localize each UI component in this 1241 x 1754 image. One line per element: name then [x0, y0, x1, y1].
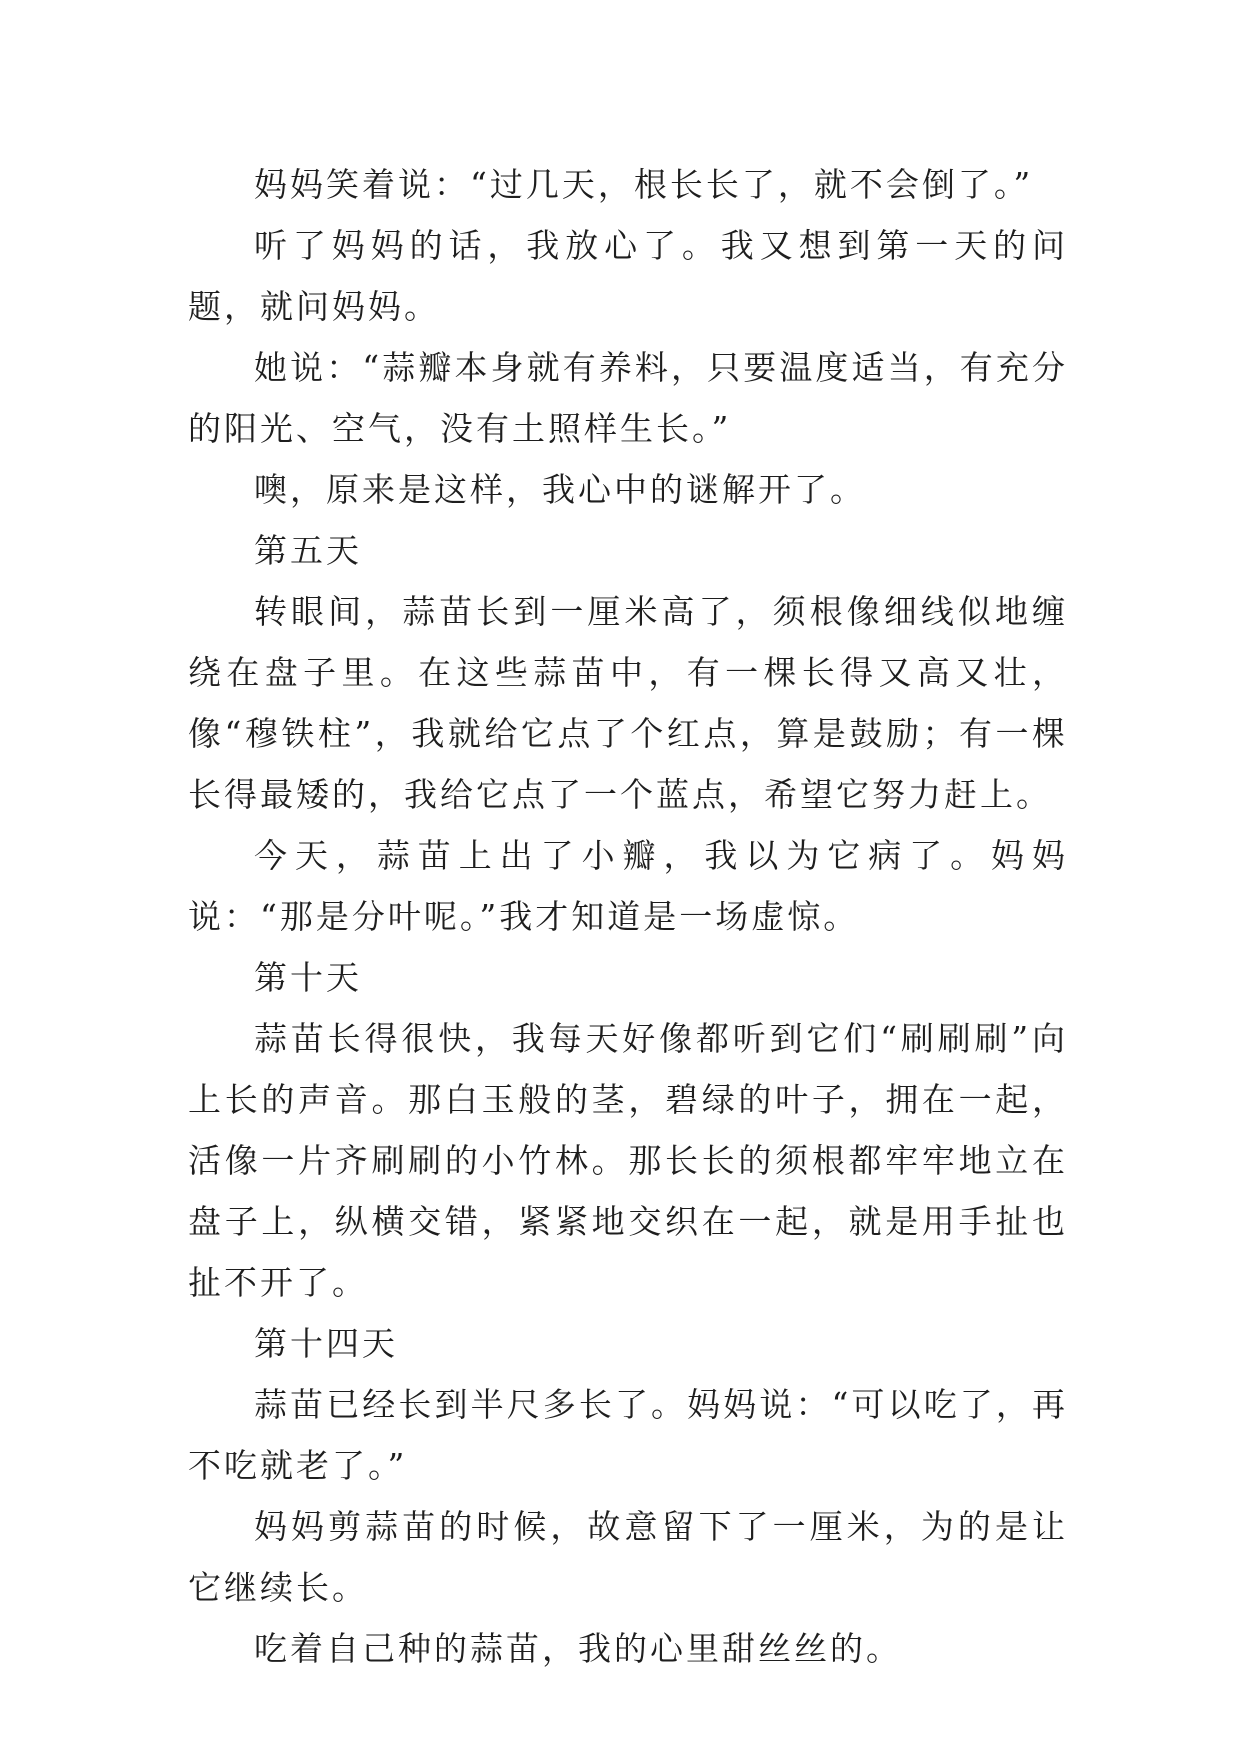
paragraph: 噢，原来是这样，我心中的谜解开了。 — [254, 470, 866, 509]
section-heading-day-5: 第五天 — [254, 531, 362, 570]
document-body — [188, 154, 1068, 1679]
paragraph: 蒜苗长得很快，我每天好像都听到它们“刷刷刷”向上长的声音。那白玉般的茎，碧绿的叶子，拥在一起，活像一片齐刷刷的小竹林。那长长的须根都牢牢地立在盘子上，纵横交错，紧紧地交织在一起，就是用手扯也扯不开了。 — [188, 1019, 1068, 1302]
paragraph: 妈妈剪蒜苗的时候，故意留下了一厘米，为的是让它继续长。 — [188, 1507, 1068, 1607]
paragraph: 听了妈妈的话，我放心了。我又想到第一天的问题，就问妈妈。 — [188, 226, 1068, 326]
paragraph: 蒜苗已经长到半尺多长了。妈妈说：“可以吃了，再不吃就老了。” — [188, 1385, 1068, 1485]
paragraph: 她说：“蒜瓣本身就有养料，只要温度适当，有充分的阳光、空气，没有土照样生长。” — [188, 348, 1068, 448]
paragraph: 妈妈笑着说：“过几天，根长长了，就不会倒了。” — [254, 165, 1034, 204]
paragraph: 转眼间，蒜苗长到一厘米高了，须根像细线似地缠绕在盘子里。在这些蒜苗中，有一棵长得又高又壮，像“穆铁柱”，我就给它点了个红点，算是鼓励；有一棵长得最矮的，我给它点了一个蓝点，希望它努力赶上。 — [188, 592, 1068, 814]
section-heading-day-14: 第十四天 — [254, 1324, 398, 1363]
paragraph: 吃着自己种的蒜苗，我的心里甜丝丝的。 — [254, 1629, 902, 1668]
paragraph: 今天，蒜苗上出了小瓣，我以为它病了。妈妈说：“那是分叶呢。”我才知道是一场虚惊。 — [188, 836, 1068, 936]
section-heading-day-10: 第十天 — [254, 958, 362, 997]
